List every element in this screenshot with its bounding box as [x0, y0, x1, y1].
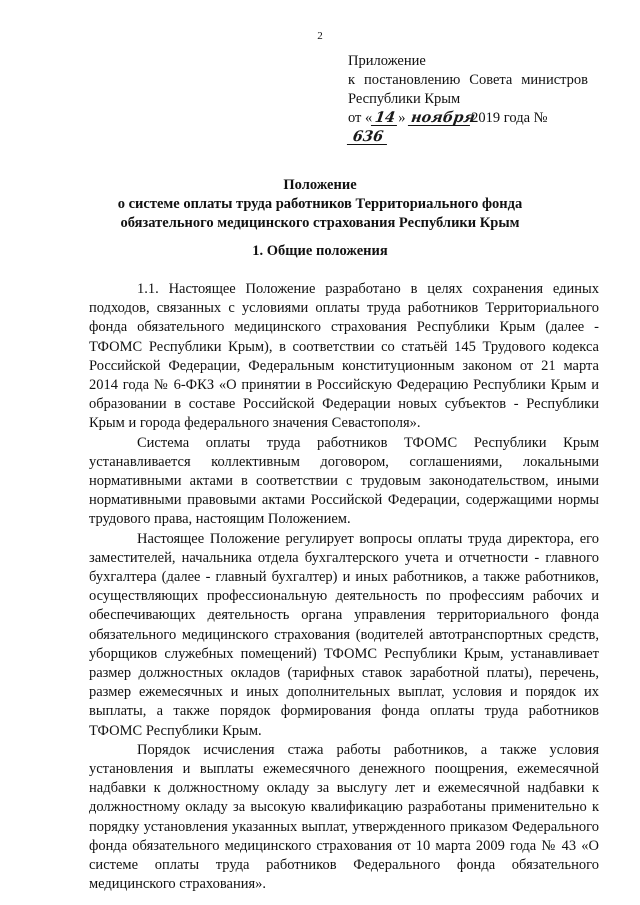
handwritten-month: ноября [410, 109, 477, 126]
document-body [89, 280, 599, 895]
section-heading: 1. Общие положения [252, 243, 388, 259]
paragraph-2: Система оплаты труда работников ТФОМС Республики Крым устанавливается коллективным договором, соглашениями, локальными нормативными актами в соответствии с трудовым законодательством, иными нормативными правовыми актами Российской Федерации, содержащими нормы трудового права, настоящим Положением. [89, 434, 599, 528]
title-line-2: о системе оплаты труда работников Территориального фонда [117, 196, 523, 212]
handwritten-number: 636 [347, 129, 389, 145]
appendix-date-line [348, 109, 588, 147]
paragraph-1: 1.1. Настоящее Положение разработано в целях сохранения единых подходов, связанных с условиями оплаты труда работников Территориального фонда обязательного медицинского страхования Республики Крым (далее - ТФОМС Республики Крым), в соответствии со статьёй 145 Трудового кодекса Российской Федерации, Федеральным конституционным законом от 21 марта 2014 года № 6-ФКЗ «О принятии в Российскую Федерацию Республики Крым и образовании в составе Российской Федерации новых субъектов - Республики Крым и города федерального значения Севастополя». [89, 281, 599, 432]
date-prefix: от « [348, 110, 373, 126]
appendix-block [348, 52, 588, 147]
title-line-1: Положение [283, 177, 357, 193]
date-quote-close: » [398, 110, 406, 126]
paragraph-3: Настоящее Положение регулирует вопросы оплаты труда директора, его заместителей, начальника отдела бухгалтерского учета и отчетности - главного бухгалтера (далее - главный бухгалтер) и иных работников, а также работников, осуществляющих профессиональную деятельность по профессиям рабочих и обеспечивающих деятельность органа управления территориального фонда обязательного медицинского страхования (водителей автотранспортных средств, уборщиков служебных помещений) ТФОМС Республики Крым, устанавливает размер должностных окладов (тарифных ставок заработной платы), перечень, размер ежемесячных и иных дополнительных выплат, условия и порядок их выплаты, а также порядок формирования фонда оплаты труда работников ТФОМС Республики Крым. [89, 530, 599, 739]
page-number: 2 [317, 30, 323, 42]
title-line-3: обязательного медицинского страхования Республики Крым [120, 215, 520, 231]
document-title [0, 176, 640, 233]
handwritten-day: 14 [371, 110, 399, 126]
appendix-resolution-line: к постановлению Совета министров [348, 72, 588, 88]
paragraph-4: Порядок исчисления стажа работы работников, а также условия установления и выплаты ежемесячного денежного поощрения, ежемесячной надбавки к должностному окладу за выслугу лет и ежемесячной надбавки к должностному окладу за высокую квалификацию разработаны применительно к порядку установления указанных выплат, утвержденного приказом Федерального фонда обязательного медицинского страхования от 10 марта 2009 года № 43 «О системе оплаты труда работников Федерального фонда обязательного медицинского страхования». [89, 741, 599, 893]
appendix-title: Приложение [348, 53, 426, 69]
appendix-republic-line: Республики Крым [348, 91, 461, 107]
date-year: 2019 года № [471, 110, 548, 126]
